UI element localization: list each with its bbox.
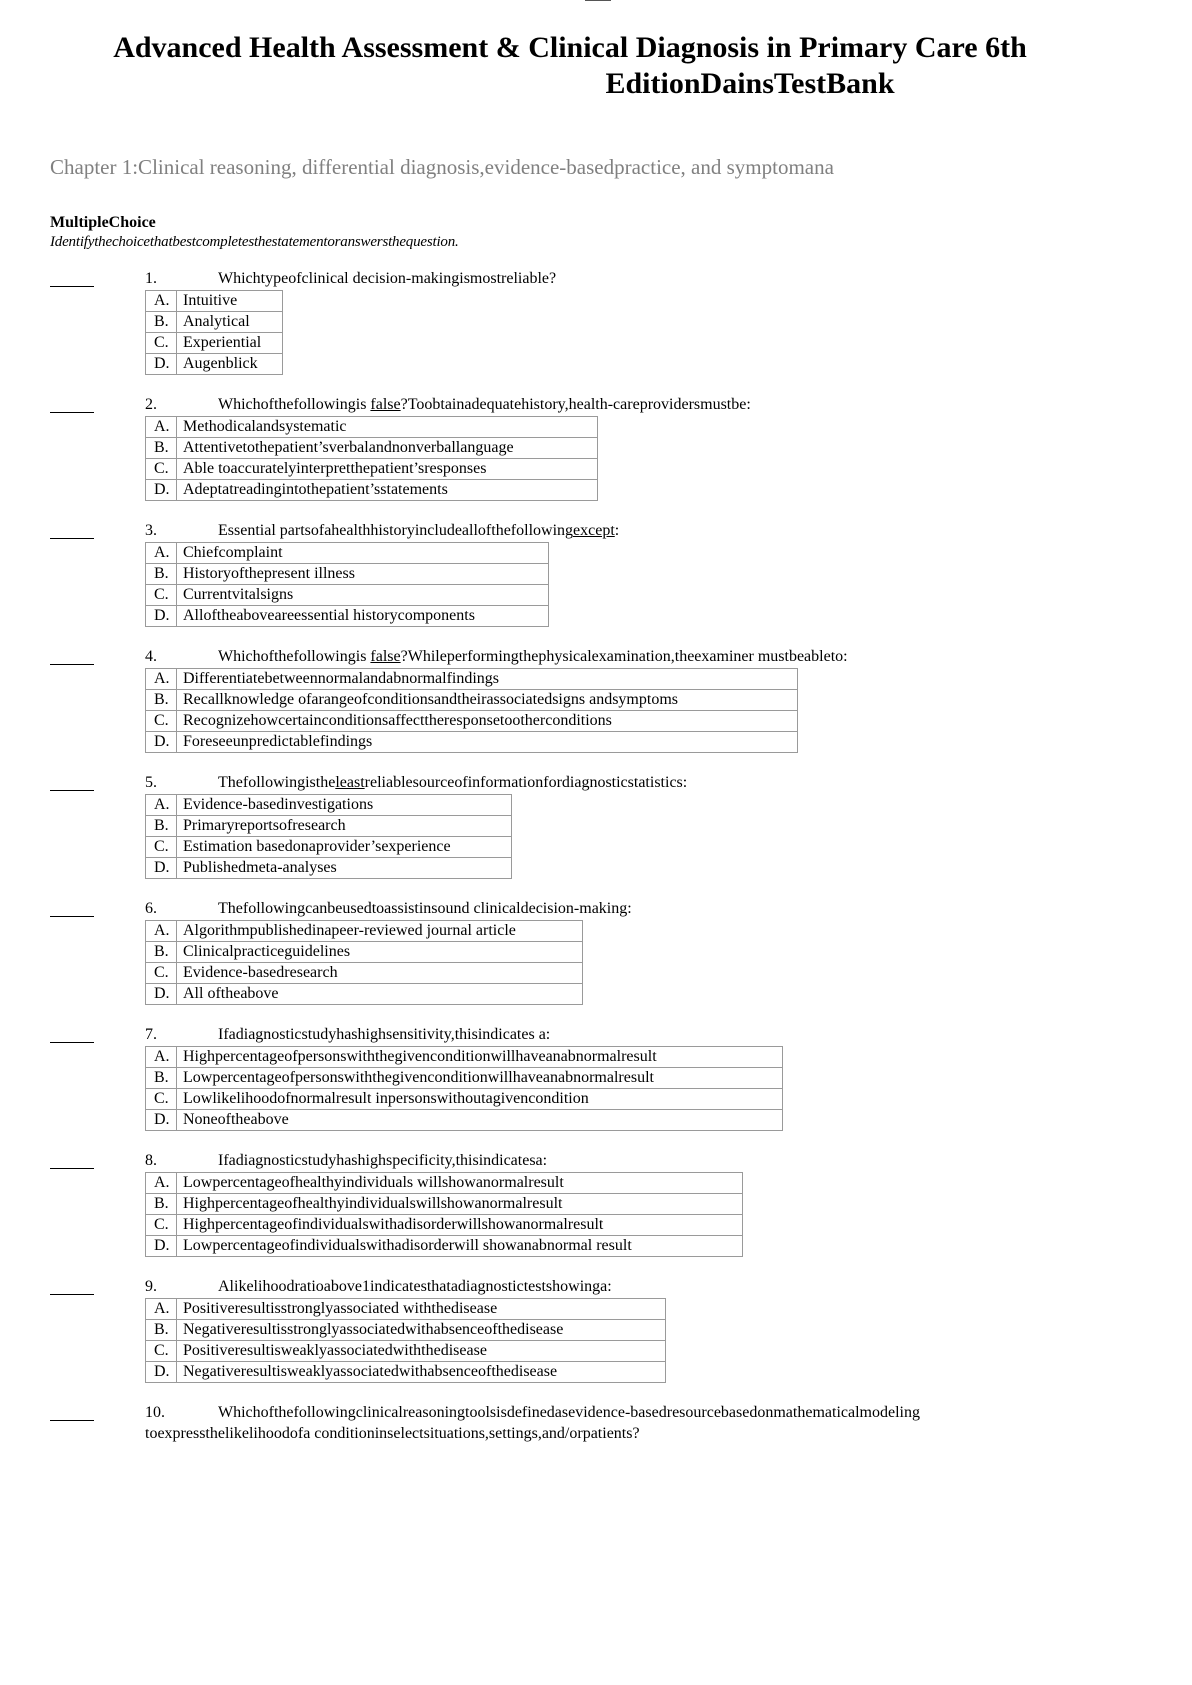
question-number: 1. xyxy=(145,270,157,287)
answer-options xyxy=(145,290,283,375)
question-text-part: Ifadiagnosticstudyhashighspecificity,thisindicatesa: xyxy=(218,1152,548,1169)
option-letter: D. xyxy=(146,354,177,375)
option-letter: B. xyxy=(146,312,177,333)
option-text: Augenblick xyxy=(177,354,283,375)
option-letter: D. xyxy=(146,732,177,753)
option-text: Publishedmeta-analyses xyxy=(177,858,512,879)
question-number: 5. xyxy=(145,774,157,791)
question-text xyxy=(218,774,687,792)
answer-option[interactable] xyxy=(146,1299,666,1320)
option-text: Positiveresultisweaklyassociatedwiththedisease xyxy=(177,1341,666,1362)
option-letter: A. xyxy=(146,1299,177,1320)
question-text xyxy=(218,1026,550,1044)
question-text-part: Ifadiagnosticstudyhashighsensitivity,thisindicates a: xyxy=(218,1026,551,1043)
option-text: Primaryreportsofresearch xyxy=(177,816,512,837)
question-number: 4. xyxy=(145,648,157,665)
question-text-part: Whichofthefollowingis xyxy=(218,396,371,413)
answer-blank[interactable] xyxy=(50,412,94,413)
question-text-part: Thefollowingisthe xyxy=(218,774,336,791)
answer-option[interactable] xyxy=(146,921,583,942)
answer-option[interactable] xyxy=(146,963,583,984)
answer-options xyxy=(145,794,512,879)
question-emphasis: least xyxy=(335,774,365,791)
answer-options xyxy=(145,1172,743,1257)
answer-option[interactable] xyxy=(146,606,549,627)
option-letter: C. xyxy=(146,837,177,858)
question-number: 7. xyxy=(145,1026,157,1043)
answer-option[interactable] xyxy=(146,438,598,459)
answer-option[interactable] xyxy=(146,1320,666,1341)
answer-blank[interactable] xyxy=(50,1294,94,1295)
question-text xyxy=(218,1152,547,1170)
answer-option[interactable] xyxy=(146,1194,743,1215)
answer-options xyxy=(145,1046,783,1131)
top-rule xyxy=(585,0,611,1)
option-text: Lowpercentageofhealthyindividuals willshowanormalresult xyxy=(177,1173,743,1194)
instructions: Identifythechoicethatbestcompletesthestatementoranswersthequestion. xyxy=(50,234,459,250)
question-text-part: Whichtypeofclinical decision-makingismostreliable? xyxy=(218,270,557,287)
answer-options xyxy=(145,416,598,501)
option-letter: B. xyxy=(146,438,177,459)
title-line-2: EditionDainsTestBank xyxy=(605,67,895,100)
question-text-part: Whichofthefollowingis xyxy=(218,648,371,665)
answer-option[interactable] xyxy=(146,690,798,711)
option-text: Highpercentageofhealthyindividualswillshowanormalresult xyxy=(177,1194,743,1215)
option-text: Algorithmpublishedinapeer-reviewed journal article xyxy=(177,921,583,942)
answer-options xyxy=(145,1298,666,1383)
option-text: Intuitive xyxy=(177,291,283,312)
answer-blank[interactable] xyxy=(50,286,94,287)
question-text-part: Essential partsofahealthhistoryincludeallofthefollowing xyxy=(218,522,574,539)
question-text xyxy=(218,1278,612,1296)
option-letter: C. xyxy=(146,963,177,984)
question-text-part: : xyxy=(614,522,620,539)
option-text: Evidence-basedresearch xyxy=(177,963,583,984)
answer-option[interactable] xyxy=(146,585,549,606)
option-text: Methodicalandsystematic xyxy=(177,417,598,438)
option-text: Negativeresultisweaklyassociatedwithabsenceofthedisease xyxy=(177,1362,666,1383)
answer-option[interactable] xyxy=(146,1341,666,1362)
question-text xyxy=(218,648,848,666)
question-number: 2. xyxy=(145,396,157,413)
answer-options xyxy=(145,668,798,753)
answer-option[interactable] xyxy=(146,1362,666,1383)
question-text xyxy=(218,270,556,288)
question-number: 8. xyxy=(145,1152,157,1169)
option-letter: B. xyxy=(146,816,177,837)
option-letter: A. xyxy=(146,543,177,564)
option-letter: D. xyxy=(146,1236,177,1257)
answer-options xyxy=(145,542,549,627)
option-text: Highpercentageofindividualswithadisorderwillshowanormalresult xyxy=(177,1215,743,1236)
option-text: Differentiatebetweennormalandabnormalfindings xyxy=(177,669,798,690)
option-letter: A. xyxy=(146,669,177,690)
answer-blank[interactable] xyxy=(50,1042,94,1043)
option-letter: D. xyxy=(146,858,177,879)
option-text: Recallknowledge ofarangeofconditionsandtheirassociatedsigns andsymptoms xyxy=(177,690,798,711)
option-text: Lowlikelihoodofnormalresult inpersonswithoutagivencondition xyxy=(177,1089,783,1110)
option-letter: A. xyxy=(146,1173,177,1194)
answer-option[interactable] xyxy=(146,1215,743,1236)
question-emphasis: false xyxy=(370,396,401,413)
option-letter: A. xyxy=(146,1047,177,1068)
answer-option[interactable] xyxy=(146,984,583,1005)
answer-option[interactable] xyxy=(146,837,512,858)
option-letter: A. xyxy=(146,291,177,312)
option-text: Historyofthepresent illness xyxy=(177,564,549,585)
option-text: Adeptatreadingintothepatient’sstatements xyxy=(177,480,598,501)
answer-option[interactable] xyxy=(146,354,283,375)
answer-option[interactable] xyxy=(146,480,598,501)
answer-option[interactable] xyxy=(146,732,798,753)
option-text: All oftheabove xyxy=(177,984,583,1005)
option-text: Estimation basedonaprovider’sexperience xyxy=(177,837,512,858)
answer-option[interactable] xyxy=(146,417,598,438)
option-letter: B. xyxy=(146,690,177,711)
question-number: 3. xyxy=(145,522,157,539)
option-text: Able toaccuratelyinterpretthepatient’sresponses xyxy=(177,459,598,480)
option-letter: C. xyxy=(146,459,177,480)
answer-option[interactable] xyxy=(146,1173,743,1194)
option-text: Negativeresultisstronglyassociatedwithabsenceofthedisease xyxy=(177,1320,666,1341)
answer-option[interactable] xyxy=(146,816,512,837)
answer-options xyxy=(145,920,583,1005)
answer-option[interactable] xyxy=(146,1236,743,1257)
option-letter: C. xyxy=(146,1089,177,1110)
question-text xyxy=(218,900,632,918)
option-letter: C. xyxy=(146,585,177,606)
question-text xyxy=(218,396,751,414)
option-text: Positiveresultisstronglyassociated withthedisease xyxy=(177,1299,666,1320)
question-emphasis: except xyxy=(573,522,615,539)
answer-option[interactable] xyxy=(146,459,598,480)
answer-blank[interactable] xyxy=(50,916,94,917)
answer-option[interactable] xyxy=(146,543,549,564)
option-text: Experiential xyxy=(177,333,283,354)
title-line-1: Advanced Health Assessment & Clinical Diagnosis in Primary Care 6th xyxy=(113,31,1027,64)
option-letter: A. xyxy=(146,921,177,942)
question-emphasis: false xyxy=(370,648,401,665)
question-text-part: Whichofthefollowingclinicalreasoningtoolsisdefinedasevidence-basedresourcebasedonmathematicalmodeling xyxy=(218,1404,920,1421)
option-text: Foreseeunpredictablefindings xyxy=(177,732,798,753)
question-text-part: ?Whileperformingthephysicalexamination,theexaminer mustbeableto: xyxy=(400,648,848,665)
answer-option[interactable] xyxy=(146,1047,783,1068)
option-text: Noneoftheabove xyxy=(177,1110,783,1131)
option-letter: C. xyxy=(146,1215,177,1236)
question-number: 10. xyxy=(145,1404,165,1421)
answer-option[interactable] xyxy=(146,1089,783,1110)
option-letter: B. xyxy=(146,1320,177,1341)
option-letter: B. xyxy=(146,564,177,585)
option-letter: D. xyxy=(146,1362,177,1383)
answer-option[interactable] xyxy=(146,711,798,732)
question-text-part: reliablesourceofinformationfordiagnosticstatistics: xyxy=(364,774,688,791)
question-number: 6. xyxy=(145,900,157,917)
section-heading: MultipleChoice xyxy=(50,214,156,231)
answer-option[interactable] xyxy=(146,795,512,816)
option-text: Lowpercentageofindividualswithadisorderwill showanabnormal result xyxy=(177,1236,743,1257)
answer-option[interactable] xyxy=(146,564,549,585)
question-text-continuation: toexpressthelikelihoodofa conditioninselectsituations,settings,and/orpatients? xyxy=(145,1425,640,1442)
answer-blank[interactable] xyxy=(50,1168,94,1169)
question-text xyxy=(218,1404,920,1422)
option-text: Alloftheaboveareessential historycomponents xyxy=(177,606,549,627)
answer-blank[interactable] xyxy=(50,538,94,539)
option-text: Currentvitalsigns xyxy=(177,585,549,606)
option-letter: B. xyxy=(146,1194,177,1215)
question-number: 9. xyxy=(145,1278,157,1295)
option-text: Highpercentageofpersonswiththegivenconditionwillhaveanabnormalresult xyxy=(177,1047,783,1068)
option-text: Evidence-basedinvestigations xyxy=(177,795,512,816)
answer-option[interactable] xyxy=(146,858,512,879)
answer-blank[interactable] xyxy=(50,790,94,791)
answer-option[interactable] xyxy=(146,312,283,333)
option-text: Analytical xyxy=(177,312,283,333)
question-text-part: Thefollowingcanbeusedtoassistinsound clinicaldecision-making: xyxy=(218,900,632,917)
answer-option[interactable] xyxy=(146,1110,783,1131)
option-letter: C. xyxy=(146,711,177,732)
option-letter: D. xyxy=(146,480,177,501)
option-text: Recognizehowcertainconditionsaffecttheresponsetootherconditions xyxy=(177,711,798,732)
question-text xyxy=(218,522,619,540)
answer-blank[interactable] xyxy=(50,664,94,665)
question-text-part: ?Toobtainadequatehistory,health-careprovidersmustbe: xyxy=(400,396,751,413)
chapter-heading: Chapter 1:Clinical reasoning, differential diagnosis,evidence-basedpractice, and symptomana xyxy=(50,155,834,179)
option-letter: D. xyxy=(146,1110,177,1131)
option-letter: C. xyxy=(146,1341,177,1362)
answer-blank[interactable] xyxy=(50,1420,94,1421)
question-text-part: Alikelihoodratioabove1indicatesthatadiagnostictestshowinga: xyxy=(218,1278,612,1295)
answer-option[interactable] xyxy=(146,669,798,690)
answer-option[interactable] xyxy=(146,291,283,312)
option-text: Chiefcomplaint xyxy=(177,543,549,564)
answer-option[interactable] xyxy=(146,1068,783,1089)
option-letter: B. xyxy=(146,942,177,963)
option-letter: B. xyxy=(146,1068,177,1089)
option-letter: D. xyxy=(146,606,177,627)
option-text: Lowpercentageofpersonswiththegivenconditionwillhaveanabnormalresult xyxy=(177,1068,783,1089)
answer-option[interactable] xyxy=(146,333,283,354)
option-letter: D. xyxy=(146,984,177,1005)
option-letter: C. xyxy=(146,333,177,354)
option-text: Clinicalpracticeguidelines xyxy=(177,942,583,963)
answer-option[interactable] xyxy=(146,942,583,963)
option-text: Attentivetothepatient’sverbalandnonverballanguage xyxy=(177,438,598,459)
option-letter: A. xyxy=(146,417,177,438)
document-title xyxy=(70,30,1070,102)
option-letter: A. xyxy=(146,795,177,816)
